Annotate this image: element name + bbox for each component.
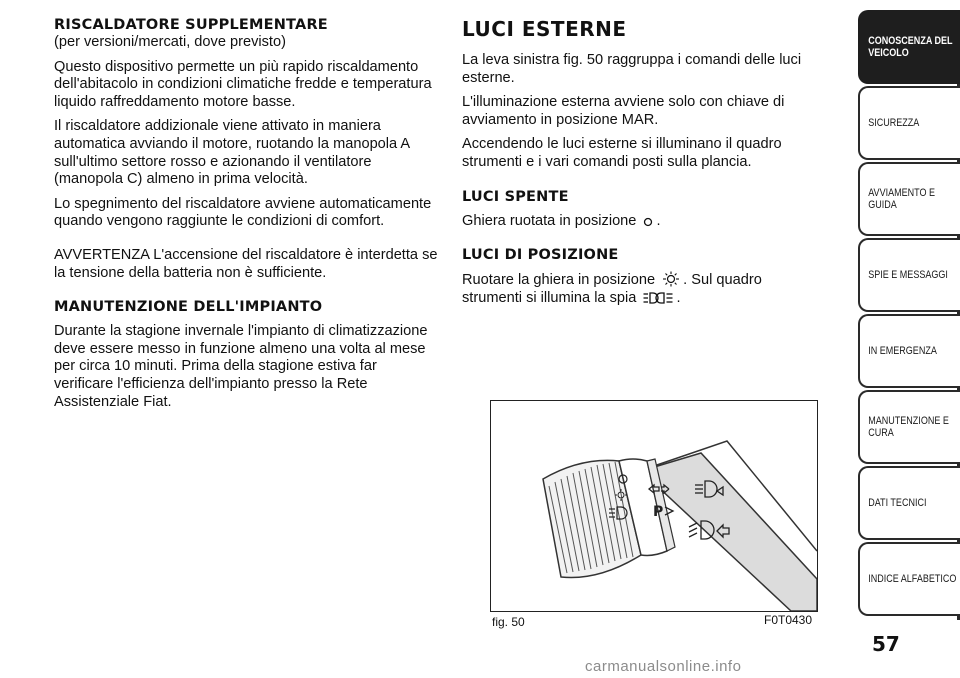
heating-paragraph-2: Il riscaldatore addizionale viene attivato in maniera automatica avviando il motore, ruotando la manopola A sull'ultimo settore rosso e azionando il ventilatore (manopola C) almeno in prima velocità. [54, 118, 410, 188]
tab-label: INDICE ALFABETICO [868, 573, 957, 585]
tab-label: CURA [868, 427, 894, 439]
light-lever-illustration [491, 401, 817, 611]
tab-avviamento-e-guida[interactable] [858, 162, 960, 236]
right-column [462, 16, 837, 307]
lights-paragraph-2: L'illuminazione esterna avviene solo con chiave di avviamento in posizione MAR. [462, 94, 785, 128]
tab-sicurezza[interactable] [858, 86, 960, 160]
off-position-icon [643, 216, 653, 228]
tab-manutenzione-e-cura[interactable] [858, 390, 960, 464]
lights-paragraph-3: Accendendo le luci esterne si illuminano il quadro strumenti e i vari comandi posti sulla plancia. [462, 136, 782, 170]
maintenance-title: MANUTENZIONE DELL'IMPIANTO [54, 299, 323, 316]
tab-label: SPIE E MESSAGGI [868, 269, 948, 281]
figure-code: F0T0430 [764, 613, 813, 627]
heating-paragraph-1: Questo dispositivo permette un più rapido riscaldamento dell'abitacolo in condizioni climatiche fredde e temperatura liquido raffreddamento motore basse. [54, 58, 432, 110]
tab-indice-alfabetico[interactable] [858, 542, 960, 616]
tab-label: VEICOLO [868, 47, 909, 59]
tab-label: SICUREZZA [868, 117, 920, 129]
lights-off-title: LUCI SPENTE [462, 188, 569, 205]
tab-in-emergenza[interactable] [858, 314, 960, 388]
position-lights-text: Ruotare la ghiera in posizione . Sul quadro strumenti si illumina la spia . [462, 272, 762, 306]
tab-label: CONOSCENZA DEL [868, 35, 953, 47]
tab-label: GUIDA [868, 199, 897, 211]
tab-conoscenza-del-veicolo[interactable] [858, 10, 960, 84]
heating-paragraph-3: Lo spegnimento del riscaldatore avviene automaticamente quando vengono raggiunte le condizioni di comfort. [54, 195, 432, 230]
tab-dati-tecnici[interactable] [858, 466, 960, 540]
section-title: LUCI ESTERNE [462, 17, 627, 41]
lever-figure [490, 400, 818, 612]
tab-spie-e-messaggi[interactable] [858, 238, 960, 312]
tab-label: AVVIAMENTO E [868, 187, 936, 199]
tab-label: MANUTENZIONE E [868, 415, 949, 427]
warning-paragraph: AVVERTENZA L'accensione del riscaldatore è interdetta se la tensione della batteria non è sufficiente. [54, 246, 438, 281]
tab-label: IN EMERGENZA [868, 345, 937, 357]
chapter-tabs [858, 10, 960, 610]
page-number: 57 [872, 632, 900, 656]
watermark: carmanualsonline.info [585, 658, 742, 675]
position-light-icon [662, 271, 680, 287]
lights-paragraph-1: La leva sinistra fig. 50 raggruppa i comandi delle luci esterne. [462, 52, 802, 86]
left-column [54, 16, 439, 411]
position-lights-title: LUCI DI POSIZIONE [462, 247, 619, 264]
maintenance-paragraph: Durante la stagione invernale l'impianto di climatizzazione deve essere messo in funzione almeno una volta al mese per circa 10 minuti. Prima della stagione estiva far verificare l'efficienza dell'impianto presso la Rete Assistenziale Fiat. [54, 323, 428, 410]
heating-title: RISCALDATORE SUPPLEMENTARE [54, 17, 328, 33]
lights-off-text: Ghiera ruotata in posizione . [462, 212, 661, 229]
position-lights-warning-icon [643, 291, 673, 305]
heating-subtitle: (per versioni/mercati, dove previsto) [54, 34, 286, 50]
svg-text:P: P [653, 504, 664, 520]
tab-label: DATI TECNICI [868, 497, 927, 509]
figure-caption: fig. 50 [492, 615, 525, 629]
